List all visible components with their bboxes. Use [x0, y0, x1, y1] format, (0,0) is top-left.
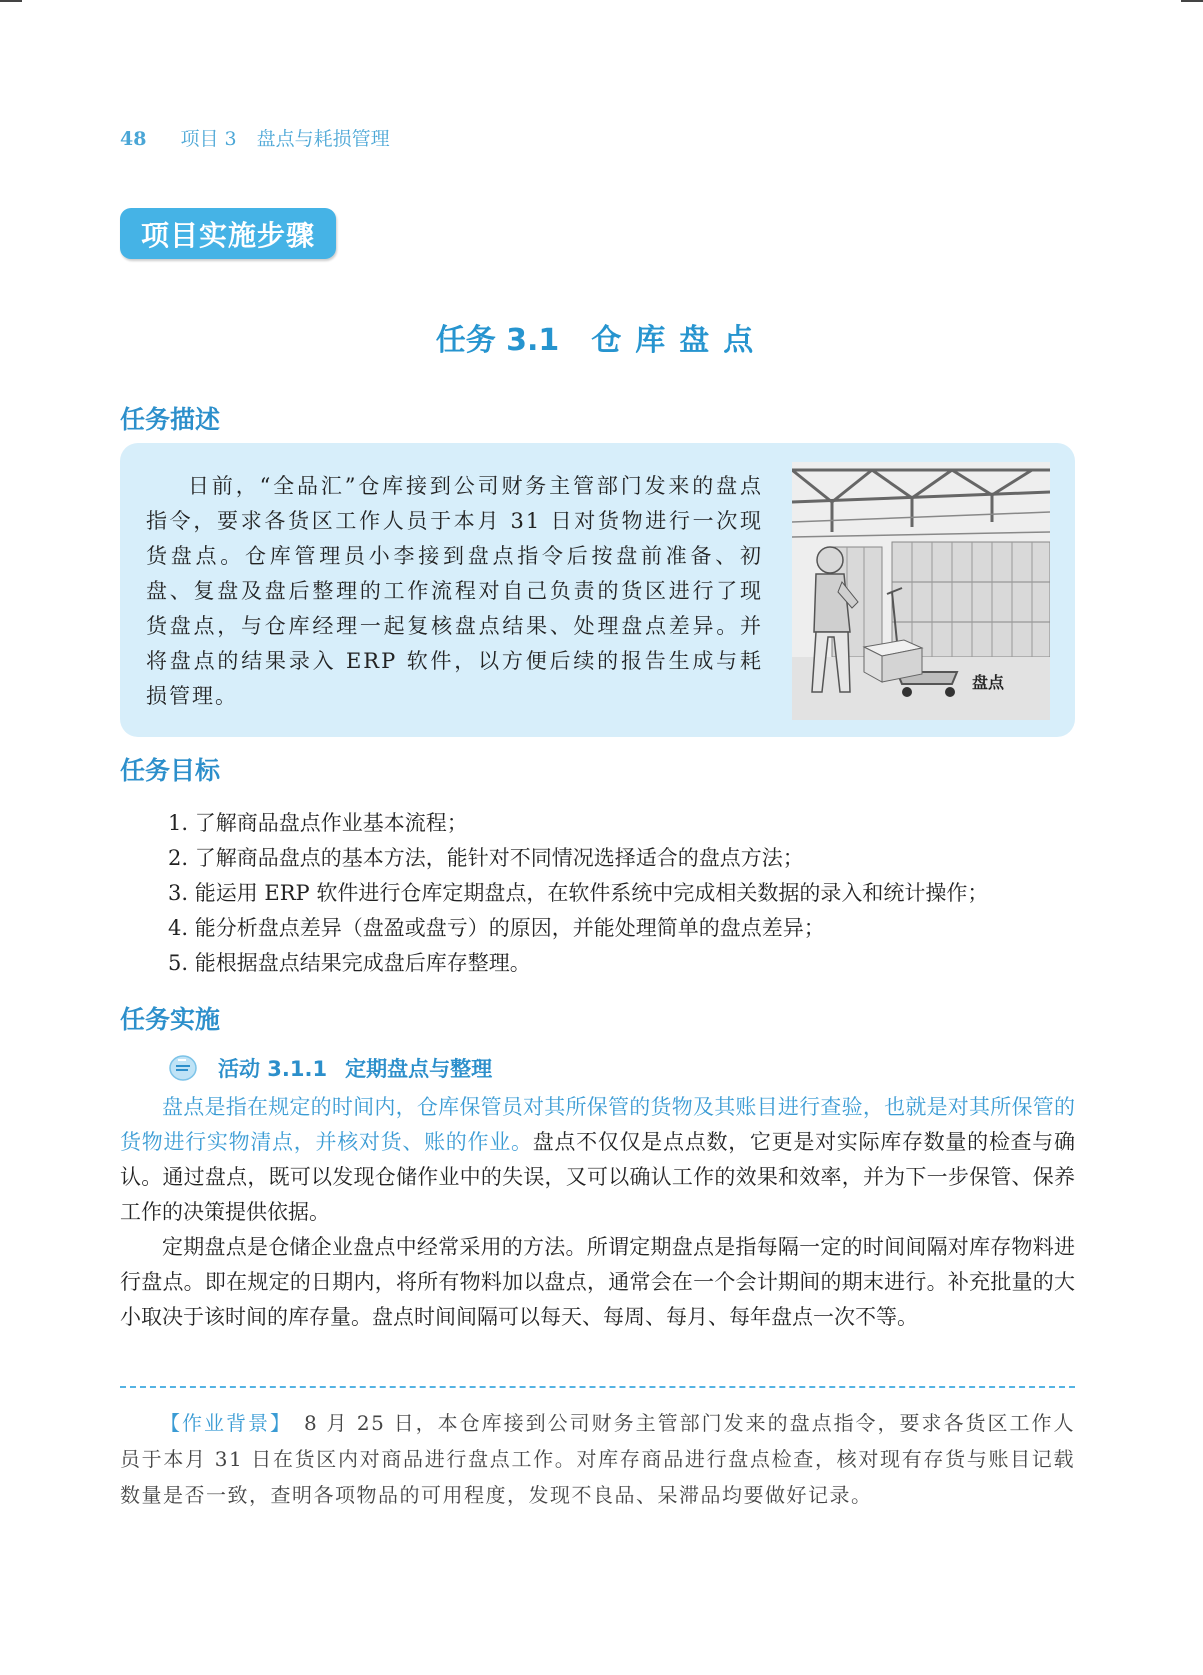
list-item: 4. 能分析盘点差异（盘盈或盘亏）的原因，并能处理简单的盘点差异；	[168, 916, 825, 940]
task-title	[0, 315, 1203, 359]
background-text: 8 月 25 日，本仓库接到公司财务主管部门发来的盘点指令，要求各货区工作人员于本月 31 日在货区内对商品进行盘点工作。对库存商品进行盘点检查，核对现有存货与账目记载数量是否一致，查明各项物品的可用程度，发现不良品、呆滞品均要做好记录。	[120, 1411, 1076, 1507]
objectives-list	[168, 806, 988, 981]
activity-title: 定期盘点与整理	[345, 1057, 493, 1081]
description-text: 日前，“全品汇”仓库接到公司财务主管部门发来的盘点指令，要求各货区工作人员于本月 31 日对货物进行一次现货盘点。仓库管理员小李接到盘点指令后按盘前准备、初盘、复盘及盘后整理的工作流程对自己负责的货区进行了现货盘点，与仓库经理一起复核盘点结果、处理盘点差异。并将盘点的结果录入 ERP 软件，以方便后续的报告生成与耗损管理。	[146, 474, 763, 708]
list-item: 2. 了解商品盘点的基本方法，能针对不同情况选择适合的盘点方法；	[168, 846, 804, 870]
section-badge: 项目实施步骤	[120, 208, 336, 259]
task-code: 任务 3.1	[435, 323, 560, 358]
activity-heading	[168, 1053, 492, 1083]
description-box	[120, 443, 1075, 737]
description-heading: 任务描述	[120, 405, 221, 434]
activity-icon	[168, 1054, 198, 1082]
background-paragraph	[120, 1405, 1075, 1513]
project-label: 项目 3	[180, 128, 237, 150]
warehouse-stocktake-icon	[792, 462, 1050, 720]
running-header	[120, 124, 390, 151]
periodic-stocktake-paragraph: 定期盘点是仓储企业盘点中经常采用的方法。所谓定期盘点是指每隔一定的时间间隔对库存物料进行盘点。即在规定的日期内，将所有物料加以盘点，通常会在一个会计期间的期末进行。补充批量的大小取决于该时间的库存量。盘点时间间隔可以每天、每周、每月、每年盘点一次不等。	[120, 1235, 1075, 1329]
definition-highlight: 盘点是指在规定的时间内，仓库保管员对其所保管的货物及其账目进行查验，也就是对其所保管的货物进行实物清点，并核对货、账的作业。	[120, 1095, 1075, 1154]
warehouse-illustration	[792, 462, 1050, 720]
activity-code: 活动 3.1.1	[218, 1057, 328, 1081]
project-title: 盘点与耗损管理	[256, 128, 390, 150]
crop-mark-left	[0, 0, 22, 2]
list-item: 5. 能根据盘点结果完成盘后库存整理。	[168, 951, 531, 975]
illustration-caption: 盘点	[972, 673, 1005, 692]
definition-rest: 盘点不仅仅是点点数，它更是对实际库存数量的检查与确认。通过盘点，既可以发现仓储作业中的失误，又可以确认工作的效果和效率，并为下一步保管、保养工作的决策提供依据。	[120, 1130, 1076, 1224]
dashed-divider	[120, 1386, 1075, 1388]
page-number: 48	[120, 128, 147, 150]
implementation-heading: 任务实施	[120, 1005, 221, 1034]
list-item: 1. 了解商品盘点作业基本流程；	[168, 811, 468, 835]
background-label: 【作业背景】	[160, 1411, 292, 1435]
task-name: 仓库盘点	[591, 323, 768, 358]
list-item: 3. 能运用 ERP 软件进行仓库定期盘点，在软件系统中完成相关数据的录入和统计操作；	[168, 881, 989, 905]
objectives-heading: 任务目标	[120, 756, 221, 785]
definition-paragraph	[120, 1090, 1075, 1230]
crop-mark-right	[1181, 0, 1203, 2]
